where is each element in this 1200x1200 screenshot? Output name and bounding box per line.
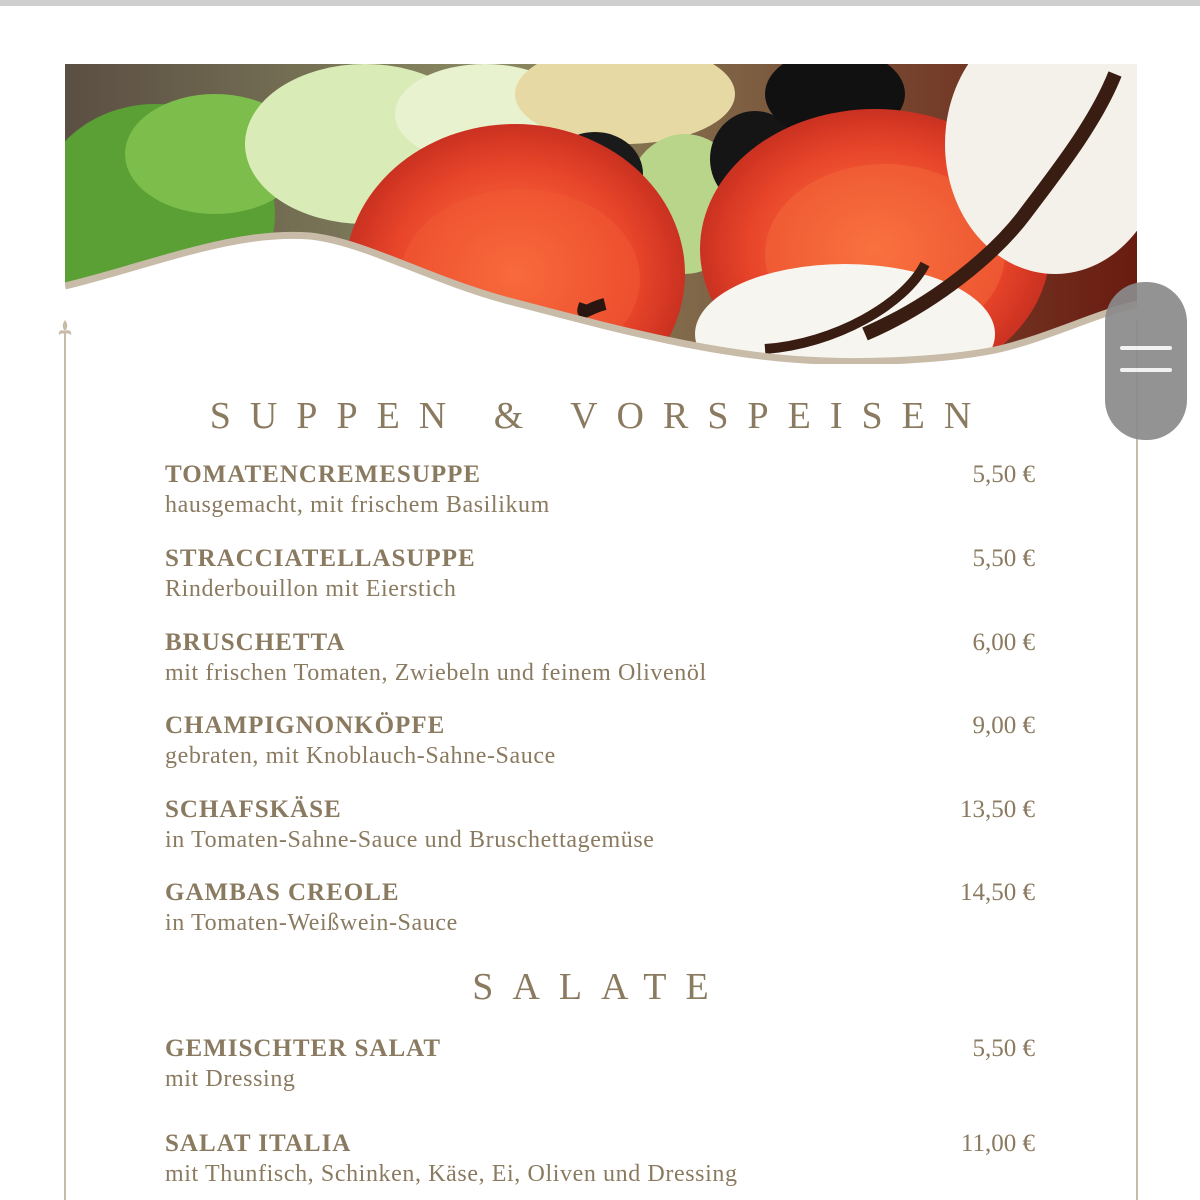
menu-item-description: mit Thunfisch, Schinken, Käse, Ei, Oliven und Dressing — [165, 1161, 738, 1187]
menu-item-name: TOMATENCREMESUPPE — [165, 461, 482, 488]
menu-item-description: mit Dressing — [165, 1066, 296, 1092]
menu-item-description: in Tomaten-Sahne-Sauce und Bruschettagemüse — [165, 827, 655, 853]
left-border — [64, 348, 66, 1200]
hero-image — [65, 64, 1137, 364]
menu-item-price: 5,50 € — [972, 461, 1035, 488]
menu-item-name: STRACCIATELLASUPPE — [165, 545, 476, 572]
menu-item-name: SCHAFSKÄSE — [165, 796, 342, 823]
menu-item-description: mit frischen Tomaten, Zwiebeln und feinem Olivenöl — [165, 660, 707, 686]
menu-item — [165, 878, 1035, 938]
menu-item-price: 6,00 € — [972, 629, 1035, 656]
right-border — [1136, 320, 1138, 1200]
menu-item — [165, 711, 1035, 771]
menu-scroll-handle[interactable] — [1105, 282, 1187, 440]
menu-item — [165, 1129, 1035, 1189]
menu-item-price: 11,00 € — [960, 1130, 1035, 1157]
menu-item-name: CHAMPIGNONKÖPFE — [165, 712, 446, 739]
menu-item-name: GAMBAS CREOLE — [165, 879, 400, 906]
menu-item-price: 5,50 € — [972, 545, 1035, 572]
fleur-de-lis-icon — [55, 318, 75, 352]
section-title-salate: SALATE — [472, 966, 728, 1008]
menu-item-name: BRUSCHETTA — [165, 629, 346, 656]
menu-item-name: GEMISCHTER SALAT — [165, 1035, 442, 1062]
menu-item — [165, 795, 1035, 855]
menu-item-description: in Tomaten-Weißwein-Sauce — [165, 910, 458, 936]
menu-item — [165, 628, 1035, 688]
menu-item-description: hausgemacht, mit frischem Basilikum — [165, 492, 550, 518]
menu-item-name: SALAT ITALIA — [165, 1130, 352, 1157]
menu-item-price: 14,50 € — [960, 879, 1035, 906]
menu-item-description: Rinderbouillon mit Eierstich — [165, 576, 457, 602]
menu-item — [165, 460, 1035, 520]
section-title-suppen-vorspeisen: SUPPEN & VORSPEISEN — [209, 395, 991, 437]
top-rule — [0, 0, 1200, 6]
menu-item-price: 5,50 € — [972, 1035, 1035, 1062]
menu-item — [165, 1034, 1035, 1094]
menu-item-price: 13,50 € — [960, 796, 1035, 823]
menu-item-description: gebraten, mit Knoblauch-Sahne-Sauce — [165, 743, 556, 769]
menu-item-price: 9,00 € — [972, 712, 1035, 739]
menu-item — [165, 544, 1035, 604]
